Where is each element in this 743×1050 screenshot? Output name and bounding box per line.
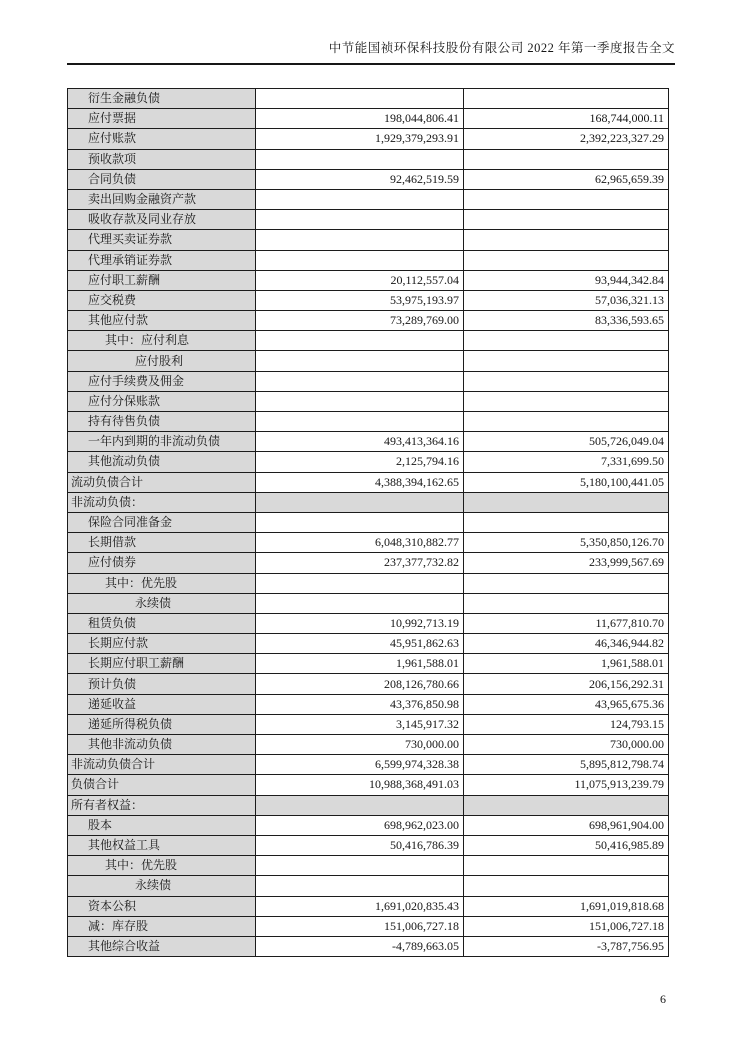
row-label-cell [68, 432, 256, 452]
table-row [68, 714, 669, 734]
table-row [68, 391, 669, 411]
current-period-value [256, 492, 464, 512]
table-row [68, 351, 669, 371]
current-period-value: 92,462,519.59 [256, 169, 464, 189]
table-row [68, 129, 669, 149]
prior-period-value [464, 351, 669, 371]
row-label: 股本 [88, 817, 113, 832]
table-row [68, 250, 669, 270]
table-row [68, 775, 669, 795]
table-row [68, 654, 669, 674]
row-label-cell [68, 815, 256, 835]
row-label: 代理承销证券款 [88, 252, 173, 267]
table-row [68, 311, 669, 331]
prior-period-value: 57,036,321.13 [464, 290, 669, 310]
current-period-value [256, 351, 464, 371]
row-label-cell [68, 936, 256, 956]
prior-period-value: 233,999,567.69 [464, 553, 669, 573]
row-label-cell [68, 210, 256, 230]
current-period-value: 6,048,310,882.77 [256, 533, 464, 553]
prior-period-value: 168,744,000.11 [464, 109, 669, 129]
prior-period-value: 7,331,699.50 [464, 452, 669, 472]
row-label: 其他应付款 [88, 313, 149, 328]
prior-period-value: 206,156,292.31 [464, 674, 669, 694]
row-label-cell [68, 230, 256, 250]
current-period-value: 45,951,862.63 [256, 634, 464, 654]
row-label: 非流动负债： [71, 494, 144, 509]
row-label-cell [68, 573, 256, 593]
row-label-cell [68, 412, 256, 432]
table-row [68, 613, 669, 633]
current-period-value [256, 250, 464, 270]
row-label-cell [68, 512, 256, 532]
row-label-cell [68, 634, 256, 654]
prior-period-value: 5,895,812,798.74 [464, 755, 669, 775]
table-row [68, 815, 669, 835]
prior-period-value: 730,000.00 [464, 735, 669, 755]
prior-period-value [464, 492, 669, 512]
row-label-cell [68, 795, 256, 815]
current-period-value: 73,289,769.00 [256, 311, 464, 331]
row-label: 应交税费 [88, 292, 137, 307]
table-row [68, 169, 669, 189]
current-period-value: 208,126,780.66 [256, 674, 464, 694]
prior-period-value: 151,006,727.18 [464, 916, 669, 936]
row-label-cell [68, 452, 256, 472]
current-period-value: 20,112,557.04 [256, 270, 464, 290]
current-period-value: 1,961,588.01 [256, 654, 464, 674]
row-label-cell [68, 735, 256, 755]
row-label: 其他流动负债 [88, 454, 161, 469]
row-label-cell [68, 129, 256, 149]
row-label: 流动负债合计 [71, 474, 144, 489]
row-label-cell [68, 775, 256, 795]
table-row [68, 89, 669, 109]
current-period-value: 3,145,917.32 [256, 714, 464, 734]
row-label-cell [68, 835, 256, 855]
current-period-value [256, 371, 464, 391]
current-period-value: 1,691,020,835.43 [256, 896, 464, 916]
table-row [68, 270, 669, 290]
current-period-value: 53,975,193.97 [256, 290, 464, 310]
row-label-cell [68, 674, 256, 694]
table-row [68, 553, 669, 573]
row-label: 资本公积 [88, 898, 137, 913]
current-period-value: 2,125,794.16 [256, 452, 464, 472]
row-label: 其中：应付利息 [105, 333, 190, 348]
row-label: 其中：优先股 [105, 858, 178, 873]
prior-period-value: 83,336,593.65 [464, 311, 669, 331]
current-period-value: 198,044,806.41 [256, 109, 464, 129]
row-label: 应付债券 [88, 555, 137, 570]
current-period-value: 6,599,974,328.38 [256, 755, 464, 775]
prior-period-value: 5,350,850,126.70 [464, 533, 669, 553]
prior-period-value [464, 573, 669, 593]
current-period-value: -4,789,663.05 [256, 936, 464, 956]
prior-period-value: 2,392,223,327.29 [464, 129, 669, 149]
table-row [68, 472, 669, 492]
row-label: 应付手续费及佣金 [88, 373, 185, 388]
balance-sheet-table [67, 88, 669, 957]
row-label-cell [68, 290, 256, 310]
table-row [68, 412, 669, 432]
row-label: 其中：优先股 [105, 575, 178, 590]
row-label: 代理买卖证券款 [88, 232, 173, 247]
prior-period-value [464, 210, 669, 230]
table-row [68, 916, 669, 936]
table-row [68, 634, 669, 654]
table-row [68, 109, 669, 129]
row-label-cell [68, 149, 256, 169]
table-row [68, 512, 669, 532]
prior-period-value: 46,346,944.82 [464, 634, 669, 654]
row-label: 一年内到期的非流动负债 [88, 434, 221, 449]
row-label-cell [68, 856, 256, 876]
current-period-value: 50,416,786.39 [256, 835, 464, 855]
row-label-cell [68, 876, 256, 896]
current-period-value [256, 593, 464, 613]
row-label-cell [68, 613, 256, 633]
row-label: 永续债 [135, 595, 172, 610]
row-label: 其他非流动负债 [88, 737, 173, 752]
prior-period-value: 11,075,913,239.79 [464, 775, 669, 795]
row-label-cell [68, 533, 256, 553]
table-row [68, 331, 669, 351]
row-label-cell [68, 916, 256, 936]
current-period-value: 237,377,732.82 [256, 553, 464, 573]
row-label-cell [68, 371, 256, 391]
table-row [68, 492, 669, 512]
prior-period-value: -3,787,756.95 [464, 936, 669, 956]
current-period-value: 730,000.00 [256, 735, 464, 755]
current-period-value [256, 331, 464, 351]
current-period-value: 151,006,727.18 [256, 916, 464, 936]
table-row [68, 290, 669, 310]
row-label-cell [68, 331, 256, 351]
row-label-cell [68, 189, 256, 209]
prior-period-value: 93,944,342.84 [464, 270, 669, 290]
row-label-cell [68, 109, 256, 129]
row-label: 所有者权益： [71, 797, 144, 812]
row-label: 应付票据 [88, 111, 137, 126]
current-period-value: 698,962,023.00 [256, 815, 464, 835]
row-label: 衍生金融负债 [88, 91, 161, 106]
prior-period-value [464, 856, 669, 876]
table-row [68, 936, 669, 956]
current-period-value [256, 512, 464, 532]
prior-period-value [464, 189, 669, 209]
table-row [68, 533, 669, 553]
row-label-cell [68, 896, 256, 916]
prior-period-value [464, 391, 669, 411]
table-row [68, 856, 669, 876]
prior-period-value: 62,965,659.39 [464, 169, 669, 189]
prior-period-value [464, 149, 669, 169]
row-label: 非流动负债合计 [71, 757, 156, 772]
row-label: 应付职工薪酬 [88, 272, 161, 287]
current-period-value [256, 230, 464, 250]
table-row [68, 573, 669, 593]
prior-period-value [464, 512, 669, 532]
table-row [68, 755, 669, 775]
row-label-cell [68, 714, 256, 734]
page-number: 6 [660, 992, 666, 1006]
current-period-value [256, 412, 464, 432]
row-label: 减：库存股 [88, 918, 149, 933]
row-label: 其他权益工具 [88, 838, 161, 853]
prior-period-value: 505,726,049.04 [464, 432, 669, 452]
current-period-value [256, 573, 464, 593]
table-row [68, 694, 669, 714]
row-label-cell [68, 391, 256, 411]
current-period-value [256, 189, 464, 209]
row-label: 预收款项 [88, 151, 137, 166]
prior-period-value [464, 593, 669, 613]
row-label: 租赁负债 [88, 615, 137, 630]
prior-period-value [464, 876, 669, 896]
current-period-value [256, 795, 464, 815]
prior-period-value: 43,965,675.36 [464, 694, 669, 714]
row-label: 吸收存款及同业存放 [88, 212, 197, 227]
prior-period-value: 1,961,588.01 [464, 654, 669, 674]
table-row [68, 149, 669, 169]
report-header-title: 中节能国祯环保科技股份有限公司 2022 年第一季度报告全文 [67, 38, 675, 65]
table-row [68, 593, 669, 613]
prior-period-value [464, 795, 669, 815]
prior-period-value: 11,677,810.70 [464, 613, 669, 633]
row-label: 其他综合收益 [88, 938, 161, 953]
current-period-value: 10,988,368,491.03 [256, 775, 464, 795]
row-label-cell [68, 593, 256, 613]
current-period-value: 493,413,364.16 [256, 432, 464, 452]
table-row [68, 896, 669, 916]
row-label-cell [68, 270, 256, 290]
row-label: 应付股利 [135, 353, 184, 368]
table-row [68, 735, 669, 755]
row-label-cell [68, 553, 256, 573]
table-row [68, 876, 669, 896]
row-label: 长期借款 [88, 535, 137, 550]
current-period-value [256, 149, 464, 169]
table-row [68, 452, 669, 472]
current-period-value [256, 210, 464, 230]
current-period-value: 43,376,850.98 [256, 694, 464, 714]
current-period-value: 1,929,379,293.91 [256, 129, 464, 149]
row-label: 永续债 [135, 878, 172, 893]
prior-period-value [464, 230, 669, 250]
row-label: 预计负债 [88, 676, 137, 691]
row-label: 持有待售负债 [88, 414, 161, 429]
current-period-value [256, 391, 464, 411]
row-label: 长期应付款 [88, 636, 149, 651]
current-period-value [256, 876, 464, 896]
row-label-cell [68, 755, 256, 775]
prior-period-value: 5,180,100,441.05 [464, 472, 669, 492]
row-label-cell [68, 694, 256, 714]
prior-period-value [464, 89, 669, 109]
table-row [68, 371, 669, 391]
current-period-value [256, 856, 464, 876]
table-row [68, 835, 669, 855]
table-row [68, 230, 669, 250]
row-label: 递延收益 [88, 696, 137, 711]
prior-period-value: 1,691,019,818.68 [464, 896, 669, 916]
prior-period-value: 50,416,985.89 [464, 835, 669, 855]
row-label-cell [68, 250, 256, 270]
current-period-value: 10,992,713.19 [256, 613, 464, 633]
row-label-cell [68, 311, 256, 331]
prior-period-value [464, 412, 669, 432]
row-label: 保险合同准备金 [88, 515, 173, 530]
row-label-cell [68, 351, 256, 371]
row-label: 卖出回购金融资产款 [88, 192, 197, 207]
row-label: 应付分保账款 [88, 393, 161, 408]
table-row [68, 210, 669, 230]
row-label-cell [68, 472, 256, 492]
balance-sheet-body [68, 89, 669, 957]
table-row [68, 432, 669, 452]
current-period-value: 4,388,394,162.65 [256, 472, 464, 492]
prior-period-value [464, 331, 669, 351]
row-label: 应付账款 [88, 131, 137, 146]
prior-period-value [464, 250, 669, 270]
row-label: 负债合计 [71, 777, 120, 792]
prior-period-value [464, 371, 669, 391]
row-label: 合同负债 [88, 171, 137, 186]
prior-period-value: 124,793.15 [464, 714, 669, 734]
row-label-cell [68, 89, 256, 109]
table-row [68, 189, 669, 209]
current-period-value [256, 89, 464, 109]
row-label: 递延所得税负债 [88, 716, 173, 731]
row-label-cell [68, 169, 256, 189]
table-row [68, 674, 669, 694]
table-row [68, 795, 669, 815]
row-label-cell [68, 654, 256, 674]
row-label-cell [68, 492, 256, 512]
prior-period-value: 698,961,904.00 [464, 815, 669, 835]
row-label: 长期应付职工薪酬 [88, 656, 185, 671]
